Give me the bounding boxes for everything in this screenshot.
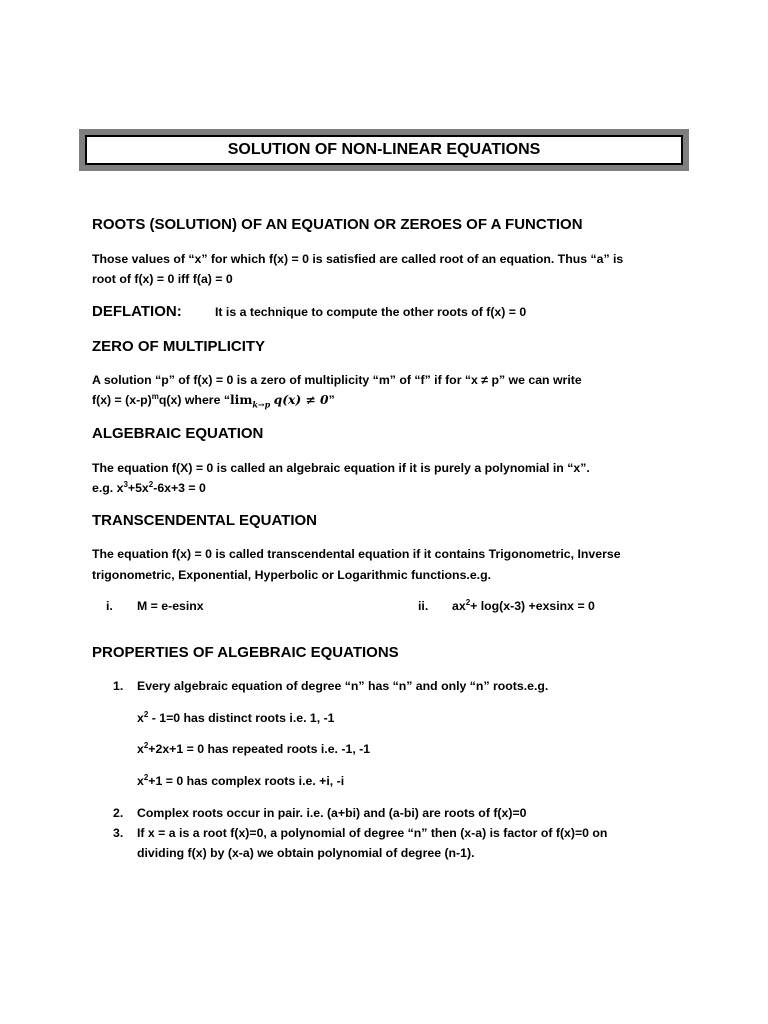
property-3-line-2: dividing f(x) by (x-a) we obtain polynomial of degree (n-1).	[137, 846, 475, 860]
property-1-example-3	[137, 771, 344, 791]
multiplicity-q-where: q(x) where	[158, 393, 224, 407]
roots-line-1: Those values of “x” for which f(x) = 0 is satisfied are called root of an equation. Thus “a” is	[92, 252, 624, 266]
ex1-x: x	[137, 711, 144, 725]
transcendental-heading: TRANSCENDENTAL EQUATION	[92, 512, 317, 529]
transcendental-line-2: trigonometric, Exponential, Hyperbolic or Logarithmic functions.e.g.	[92, 568, 492, 582]
property-2	[113, 803, 526, 823]
algebraic-example	[92, 478, 206, 498]
algebraic-heading: ALGEBRAIC EQUATION	[92, 425, 264, 442]
algebraic-eg-exp1: 3	[123, 479, 128, 489]
lim-operator: lim	[229, 392, 253, 407]
property-1-number: 1.	[113, 679, 124, 693]
algebraic-eg-suffix: -6x+3 = 0	[153, 481, 206, 495]
properties-heading: PROPERTIES OF ALGEBRAIC EQUATIONS	[92, 644, 399, 661]
ex3-x: x	[137, 774, 144, 788]
transcendental-item-2-text	[452, 596, 595, 616]
item2-exponent: 2	[465, 597, 471, 607]
transcendental-item-1-text: M = e-esinx	[137, 599, 204, 613]
ex1-rest: - 1=0 has distinct roots i.e. 1, -1	[148, 711, 335, 725]
lim-open-quote: “	[223, 393, 230, 407]
roots-heading: ROOTS (SOLUTION) OF AN EQUATION OR ZEROES OF A FUNCTION	[92, 216, 583, 233]
lim-close-quote: ”	[328, 393, 335, 407]
deflation-heading: DEFLATION:	[92, 303, 182, 320]
ex1-exp: 2	[143, 709, 149, 719]
page-title: SOLUTION OF NON-LINEAR EQUATIONS	[85, 135, 683, 165]
deflation-text: It is a technique to compute the other roots of f(x) = 0	[215, 305, 527, 319]
ex3-exp: 2	[143, 772, 149, 782]
property-3	[113, 823, 607, 843]
multiplicity-line-2	[92, 390, 335, 410]
property-2-text: Complex roots occur in pair. i.e. (a+bi) and (a-bi) are roots of f(x)=0	[137, 806, 527, 820]
property-3-line-1: If x = a is a root f(x)=0, a polynomial of degree “n” then (x-a) is factor of f(x)=0 on	[137, 826, 608, 840]
title-box	[79, 129, 689, 171]
lim-subscript: k→p	[252, 399, 271, 410]
multiplicity-exponent: m	[151, 391, 159, 401]
property-1-text: Every algebraic equation of degree “n” has “n” and only “n” roots.e.g.	[137, 679, 549, 693]
property-1-example-1	[137, 708, 335, 728]
algebraic-eg-exp2: 2	[148, 479, 154, 489]
algebraic-eg-mid: +5x	[127, 481, 149, 495]
property-2-number: 2.	[113, 806, 124, 820]
lim-body: q(x) ≠ 0	[273, 392, 329, 407]
multiplicity-heading: ZERO OF MULTIPLICITY	[92, 338, 266, 355]
transcendental-item-1-label: i.	[106, 599, 113, 613]
ex3-rest: +1 = 0 has complex roots i.e. +i, -i	[148, 774, 345, 788]
item2-prefix: ax	[452, 599, 466, 613]
ex2-exp: 2	[143, 740, 149, 750]
property-1	[113, 676, 548, 696]
multiplicity-f-prefix: f(x) = (x-p)	[92, 393, 152, 407]
algebraic-eg-prefix: e.g. x	[92, 481, 124, 495]
transcendental-line-1: The equation f(x) = 0 is called transcendental equation if it contains Trigonometric, Inverse	[92, 547, 621, 561]
property-3-number: 3.	[113, 826, 124, 840]
transcendental-item-2-label: ii.	[418, 599, 429, 613]
item2-suffix: + log(x-3) +exsinx = 0	[470, 599, 595, 613]
property-1-example-2	[137, 739, 370, 759]
ex2-x: x	[137, 742, 144, 756]
algebraic-line-1: The equation f(X) = 0 is called an algebraic equation if it is purely a polynomial in “x”.	[92, 461, 590, 475]
ex2-rest: +2x+1 = 0 has repeated roots i.e. -1, -1	[148, 742, 371, 756]
multiplicity-line-1: A solution “p” of f(x) = 0 is a zero of multiplicity “m” of “f” if for “x ≠ p” we can write	[92, 373, 582, 387]
roots-line-2: root of f(x) = 0 iff f(a) = 0	[92, 272, 233, 286]
